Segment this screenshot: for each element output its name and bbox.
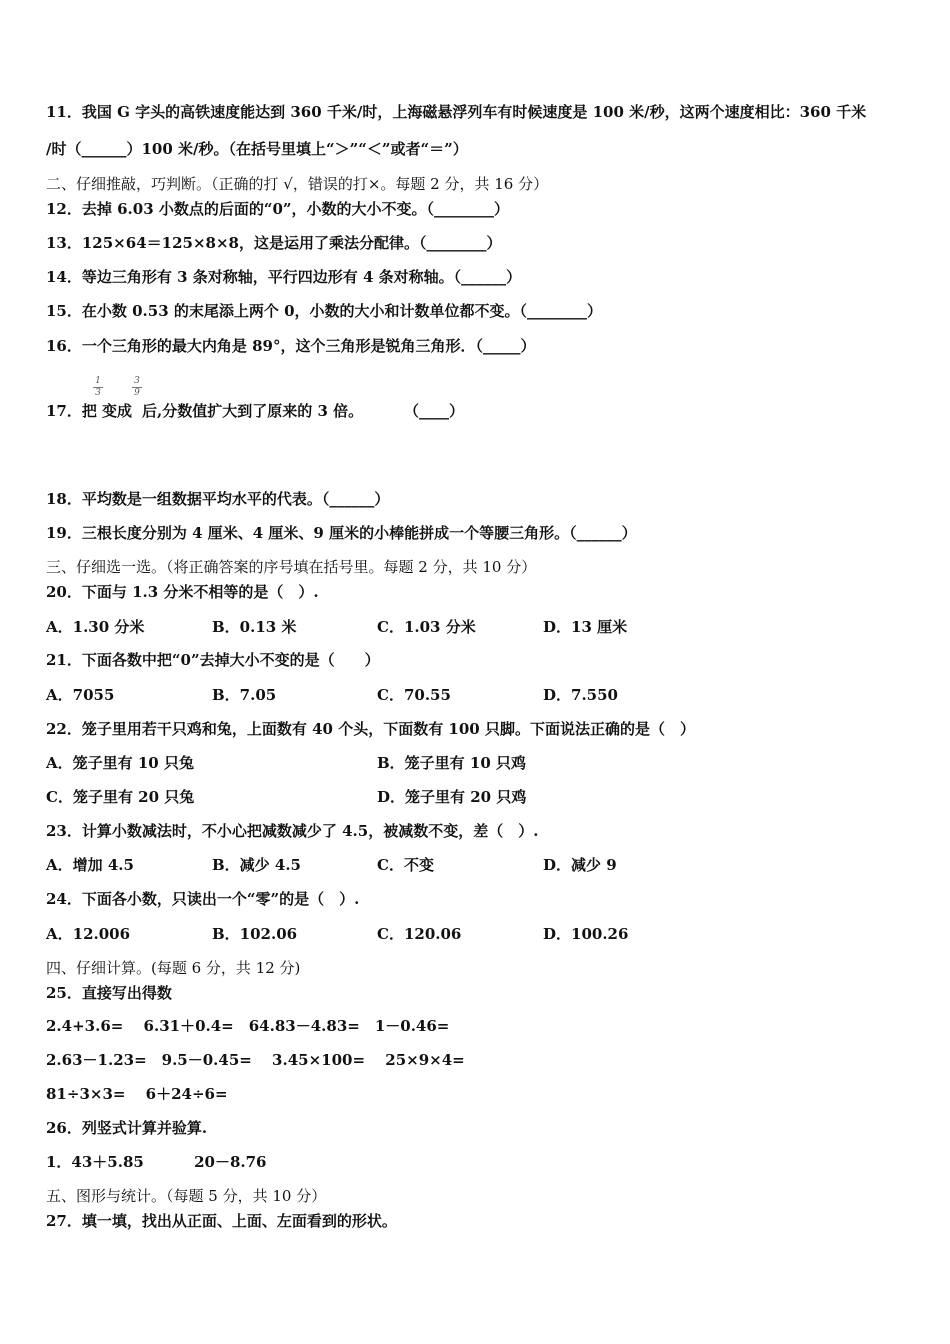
q21-stem: 21．下面各数中把“0”去掉大小不变的是（ ）	[46, 651, 380, 669]
q17-text-a: 17．把	[46, 402, 97, 420]
q23-option-b: B．减少 4.5	[212, 856, 301, 874]
fraction-numerator: 1	[95, 376, 101, 386]
q20-option-b: B．0.13 米	[212, 618, 297, 636]
section4-heading: 四、仔细计算。(每题 6 分，共 12 分)	[46, 959, 301, 977]
section5-heading: 五、图形与统计。（每题 5 分，共 10 分）	[46, 1187, 327, 1205]
q22-option-c: C．笼子里有 20 只兔	[46, 788, 195, 806]
section2-heading: 二、仔细推敲，巧判断。（正确的打 √，错误的打×。每题 2 分，共 16 分）	[46, 175, 549, 193]
section3-heading: 三、仔细选一选。（将正确答案的序号填在括号里。每题 2 分，共 10 分）	[46, 558, 537, 576]
q22-stem: 22．笼子里用若干只鸡和兔，上面数有 40 个头，下面数有 100 只脚。下面说法正确的是（ ）	[46, 720, 695, 738]
q23-option-a: A．增加 4.5	[46, 856, 134, 874]
q23-option-c: C．不变	[377, 856, 434, 874]
q15: 15．在小数 0.53 的末尾添上两个 0，小数的大小和计数单位都不变。（________）	[46, 302, 603, 320]
q24-stem: 24．下面各小数，只读出一个“零”的是（ ）.	[46, 890, 360, 908]
fraction-denominator: 3	[95, 388, 101, 398]
q24-option-d: D．100.26	[543, 925, 629, 943]
q17-text-c: 后,分数值扩大到了原来的 3 倍。	[142, 402, 364, 420]
q25-row3: 81÷3×3= 6＋24÷6=	[46, 1085, 228, 1103]
q21-option-a: A．7055	[46, 686, 115, 704]
q26-stem: 26．列竖式计算并验算.	[46, 1119, 208, 1137]
q21-option-d: D．7.550	[543, 686, 618, 704]
q13: 13．125×64＝125×8×8，这是运用了乘法分配律。（________）	[46, 234, 502, 252]
q20-option-d: D．13 厘米	[543, 618, 628, 636]
q17-text-b: 变成	[102, 402, 133, 420]
q20-option-a: A．1.30 分米	[46, 618, 145, 636]
q11-line1: 11．我国 G 字头的高铁速度能达到 360 千米/时，上海磁悬浮列车有时候速度是 100 米/秒，这两个速度相比：360 千米	[46, 103, 867, 121]
q22-option-a: A．笼子里有 10 只兔	[46, 754, 194, 772]
fraction-numerator: 3	[134, 376, 140, 386]
q24-option-b: B．102.06	[212, 925, 298, 943]
q14: 14．等边三角形有 3 条对称轴，平行四边形有 4 条对称轴。（______）	[46, 268, 522, 286]
q25-row2: 2.63－1.23= 9.5－0.45= 3.45×100= 25×9×4=	[46, 1051, 465, 1069]
q11-line2: /时（______）100 米/秒。（在括号里填上“＞”“＜”或者“＝”）	[46, 140, 468, 158]
q20-stem: 20．下面与 1.3 分米不相等的是（ ）.	[46, 583, 319, 601]
q26-row: 1．43＋5.85 20－8.76	[46, 1153, 267, 1171]
q25-stem: 25．直接写出得数	[46, 984, 172, 1002]
q22-option-d: D．笼子里有 20 只鸡	[377, 788, 527, 806]
q12: 12．去掉 6.03 小数点的后面的“0”，小数的大小不变。（________）	[46, 200, 510, 218]
q25-row1: 2.4+3.6= 6.31＋0.4= 64.83－4.83= 1－0.46=	[46, 1017, 450, 1035]
q18: 18．平均数是一组数据平均水平的代表。（______）	[46, 490, 390, 508]
q17-blank: （____）	[404, 402, 465, 420]
q24-option-a: A．12.006	[46, 925, 131, 943]
q20-option-c: C．1.03 分米	[377, 618, 476, 636]
q16: 16．一个三角形的最大内角是 89°，这个三角形是锐角三角形．（_____）	[46, 337, 536, 355]
fraction-three-ninths	[132, 377, 142, 398]
q23-option-d: D．减少 9	[543, 856, 617, 874]
q19: 19．三根长度分别为 4 厘米、4 厘米、9 厘米的小棒能拼成一个等腰三角形。（______）	[46, 524, 637, 542]
q23-stem: 23．计算小数减法时，不小心把减数减少了 4.5，被减数不变，差（ ）.	[46, 822, 539, 840]
q24-option-c: C．120.06	[377, 925, 462, 943]
q22-option-b: B．笼子里有 10 只鸡	[377, 754, 526, 772]
q27: 27．填一填，找出从正面、上面、左面看到的形状。	[46, 1212, 397, 1230]
q21-option-c: C．70.55	[377, 686, 451, 704]
q21-option-b: B．7.05	[212, 686, 277, 704]
fraction-denominator: 9	[134, 388, 140, 398]
fraction-one-third	[93, 377, 103, 398]
